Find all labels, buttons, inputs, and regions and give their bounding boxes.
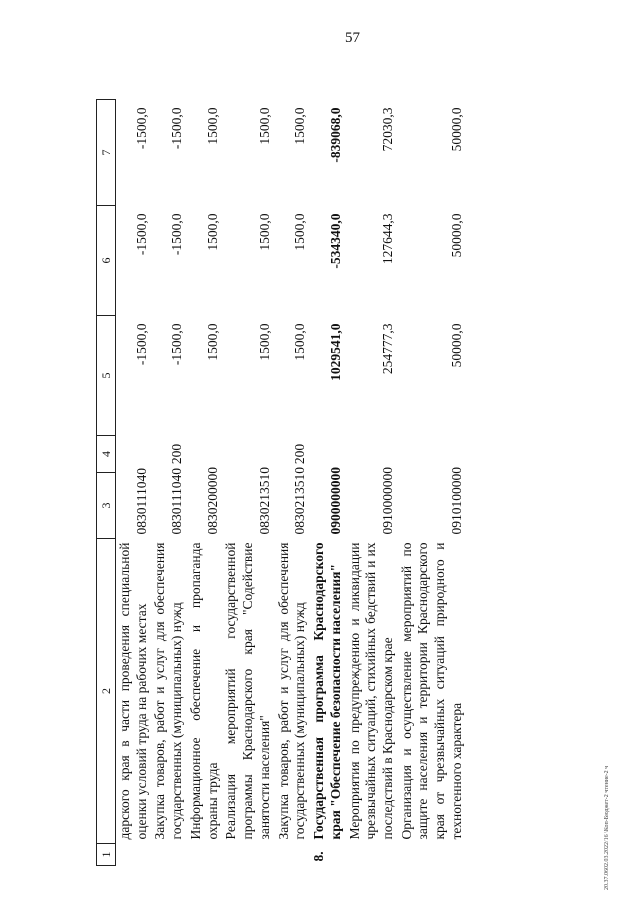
row-name: Закупка товаров, работ и услуг для обеспечения государственных (муниципальных) нужд <box>152 542 185 840</box>
amount-col5: 1500,0 <box>204 323 220 361</box>
amount-col7: -1500,0 <box>133 107 149 150</box>
target-code: 0900000000 <box>327 467 343 535</box>
row-number <box>151 844 186 866</box>
row-name: Организация и осуществление мероприятий по защите населения и территории Краснодарского края от чрезвычайных ситуаций природного и техногенного характера <box>398 542 464 840</box>
row-number <box>116 844 152 866</box>
row-number <box>275 844 310 866</box>
column-header: 1 <box>97 844 116 866</box>
row-name: Мероприятия по предупреждению и ликвидации чрезвычайных ситуаций, стихийных бедствий и их последствий в Краснодарском крае <box>346 542 396 840</box>
expense-type: 200 <box>169 443 185 465</box>
amount-col6: -534340,0 <box>327 213 343 269</box>
amount-col6: 127644,3 <box>380 213 396 265</box>
column-header: 3 <box>97 473 116 539</box>
column-header: 2 <box>97 539 116 844</box>
target-code: 0830111040 <box>169 468 185 535</box>
amount-col6: -1500,0 <box>169 213 185 256</box>
amount-col5: -1500,0 <box>169 323 185 366</box>
table-row <box>275 100 310 866</box>
column-header-row <box>97 100 116 866</box>
rotated-table-container <box>96 100 610 866</box>
page-number: 57 <box>345 30 360 46</box>
target-code: 0830200000 <box>204 467 220 535</box>
row-number <box>187 844 222 866</box>
row-name: Закупка товаров, работ и услуг для обеспечения государственных (муниципальных) нужд <box>275 542 308 840</box>
document-stamp: 20.37.0602.03.2022/16 \Коп-Бюджет-2 чтение-2 ч <box>604 765 610 890</box>
row-name: Государственная программа Краснодарского края "Обеспечение безопасности населения" <box>311 542 343 840</box>
amount-col7: -839068,0 <box>327 107 343 163</box>
target-code: 0830111040 <box>133 468 149 535</box>
target-code: 0830213510 <box>256 467 272 535</box>
target-code: 0910000000 <box>380 467 396 535</box>
column-header: 5 <box>97 316 116 436</box>
column-header: 4 <box>97 436 116 473</box>
expense-type <box>116 436 152 473</box>
table-row <box>222 100 274 866</box>
amount-col5: 254777,3 <box>380 323 396 375</box>
amount-col7: 1500,0 <box>256 107 272 145</box>
table-row <box>151 100 186 866</box>
amount-col7: 50000,0 <box>448 107 464 152</box>
budget-table <box>96 99 467 866</box>
table-row <box>398 100 467 866</box>
amount-col6: -1500,0 <box>133 213 149 256</box>
column-header: 7 <box>97 100 116 206</box>
amount-col5: 1029541,0 <box>327 323 343 381</box>
amount-col7: -1500,0 <box>169 107 185 150</box>
row-number <box>346 844 398 866</box>
table-row <box>346 100 398 866</box>
row-number <box>222 844 274 866</box>
row-name: дарского края в части проведения специальной оценки условий труда на рабочих местах <box>117 542 149 840</box>
table-row-program <box>310 100 345 866</box>
amount-col5: 50000,0 <box>448 323 464 368</box>
amount-col6: 1500,0 <box>292 213 308 251</box>
expense-type: 200 <box>292 443 308 465</box>
target-code: 0910100000 <box>448 467 464 535</box>
amount-col6: 1500,0 <box>204 213 220 251</box>
amount-col6: 50000,0 <box>448 213 464 258</box>
amount-col5: 1500,0 <box>292 323 308 361</box>
row-number: 8. <box>311 851 327 862</box>
amount-col7: 1500,0 <box>204 107 220 145</box>
row-name: Информационное обеспечение и пропаганда охраны труда <box>187 542 220 840</box>
amount-col7: 1500,0 <box>292 107 308 145</box>
amount-col5: -1500,0 <box>133 323 149 366</box>
amount-col7: 72030,3 <box>380 107 396 152</box>
table-row <box>116 100 152 866</box>
table-row <box>187 100 222 866</box>
amount-col6: 1500,0 <box>256 213 272 251</box>
row-number <box>398 844 467 866</box>
target-code: 0830213510 <box>292 467 308 535</box>
amount-col5: 1500,0 <box>256 323 272 361</box>
row-name: Реализация мероприятий государственной программы Краснодарского края "Содействие занятости населения" <box>223 542 272 840</box>
column-header: 6 <box>97 206 116 316</box>
